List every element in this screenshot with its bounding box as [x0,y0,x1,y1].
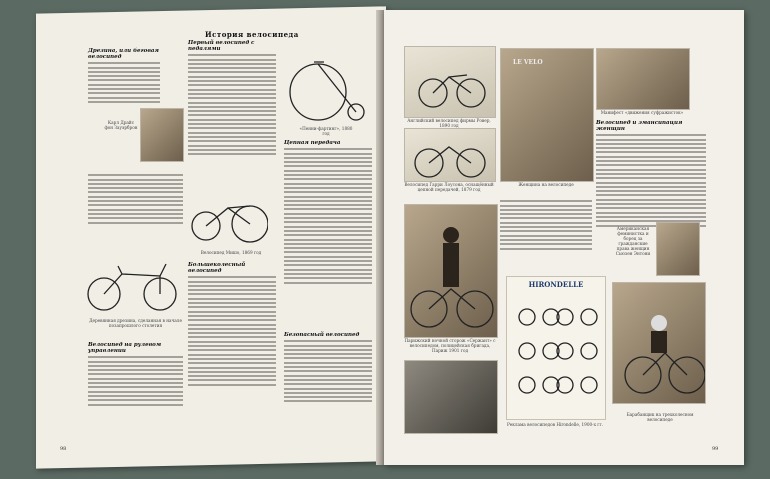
hirondelle-ad [506,276,606,420]
heading-tsepnaya: Цепная передача [284,140,341,146]
heading-boneshaker: Большеколесный велосипед [188,262,246,274]
running-title: История велосипеда [205,30,299,39]
photo-suffrage-demo [596,48,690,110]
col2-block1 [188,40,276,157]
heading-rulevoe: Велосипед на рулевом управлении [88,342,162,354]
portrait-anthony-image [656,222,700,276]
penny-farthing-illustration [284,52,368,122]
caption-soldier: Парижский ночной сторож «Сержант» с велосипедом, полицейская бригада, Париж 1901 год [404,338,496,353]
caption-velocipede: Велосипед Мишо, 1869 год [200,250,262,255]
caption-portrait: Карл Драйс фон Зауэрброн [104,120,138,130]
photo-night-watchman [404,204,498,338]
caption-bike1: Английский велосипед фирмы Ровер, 1890 год [407,118,491,128]
portrait-drais-image [140,108,184,162]
col1-block1 [88,48,160,105]
right-text-block [596,120,706,229]
col3-block2 [284,332,372,405]
photo-woman-cyclist [500,48,594,182]
caption-penny: «Пенни-фартинг», 1880 год [299,126,353,136]
page-number-left: 98 [60,446,67,452]
levelo-sign: LE VELO [513,59,543,66]
caption-man: Барабанщик на трехколесном велосипеде [626,412,694,422]
photo-soldiers-bikes [404,360,498,434]
caption-bike2: Велосипед Гарри Лоусона, оснащённый цепной передачей, 1879 год [404,182,494,192]
caption-ad: Реклама велосипедов Hirondelle, 1900-х гг. [506,422,604,427]
caption-draisine: Деревянная дрезина, сделанная в начале позапрошлого столетия [89,318,182,328]
photo-rover-bike [404,46,496,118]
col2-block2 [188,262,276,388]
caption-portrait2: Американская феминистка и борец за гражданские права женщин Сьюзен Энтони [615,226,651,256]
photo-tricycle-drummer [612,282,706,404]
ad-brand: HIRONDELLE [528,280,584,289]
col3-block1 [284,140,372,286]
heading-drezina: Дрезина, или беговая велосипед [88,48,159,60]
page-number-right: 99 [712,446,719,452]
col1-block3 [88,342,183,408]
caption-woman: Женщина на велосипеде [518,182,574,187]
heading-bezopasnyi: Безопасный велосипед [284,332,360,338]
photo-lawson-bike [404,128,496,182]
velocipede-illustration [188,188,268,248]
col1-block2 [88,172,183,226]
heading-emancipation: Велосипед и эмансипация женщин [596,120,683,132]
right-col2-text [500,198,592,252]
caption-demo: Манифест «движения суфражисток» [600,110,684,115]
heading-pervyi: Первый велосипед с педалями [188,40,255,52]
draisine-illustration [82,254,182,314]
